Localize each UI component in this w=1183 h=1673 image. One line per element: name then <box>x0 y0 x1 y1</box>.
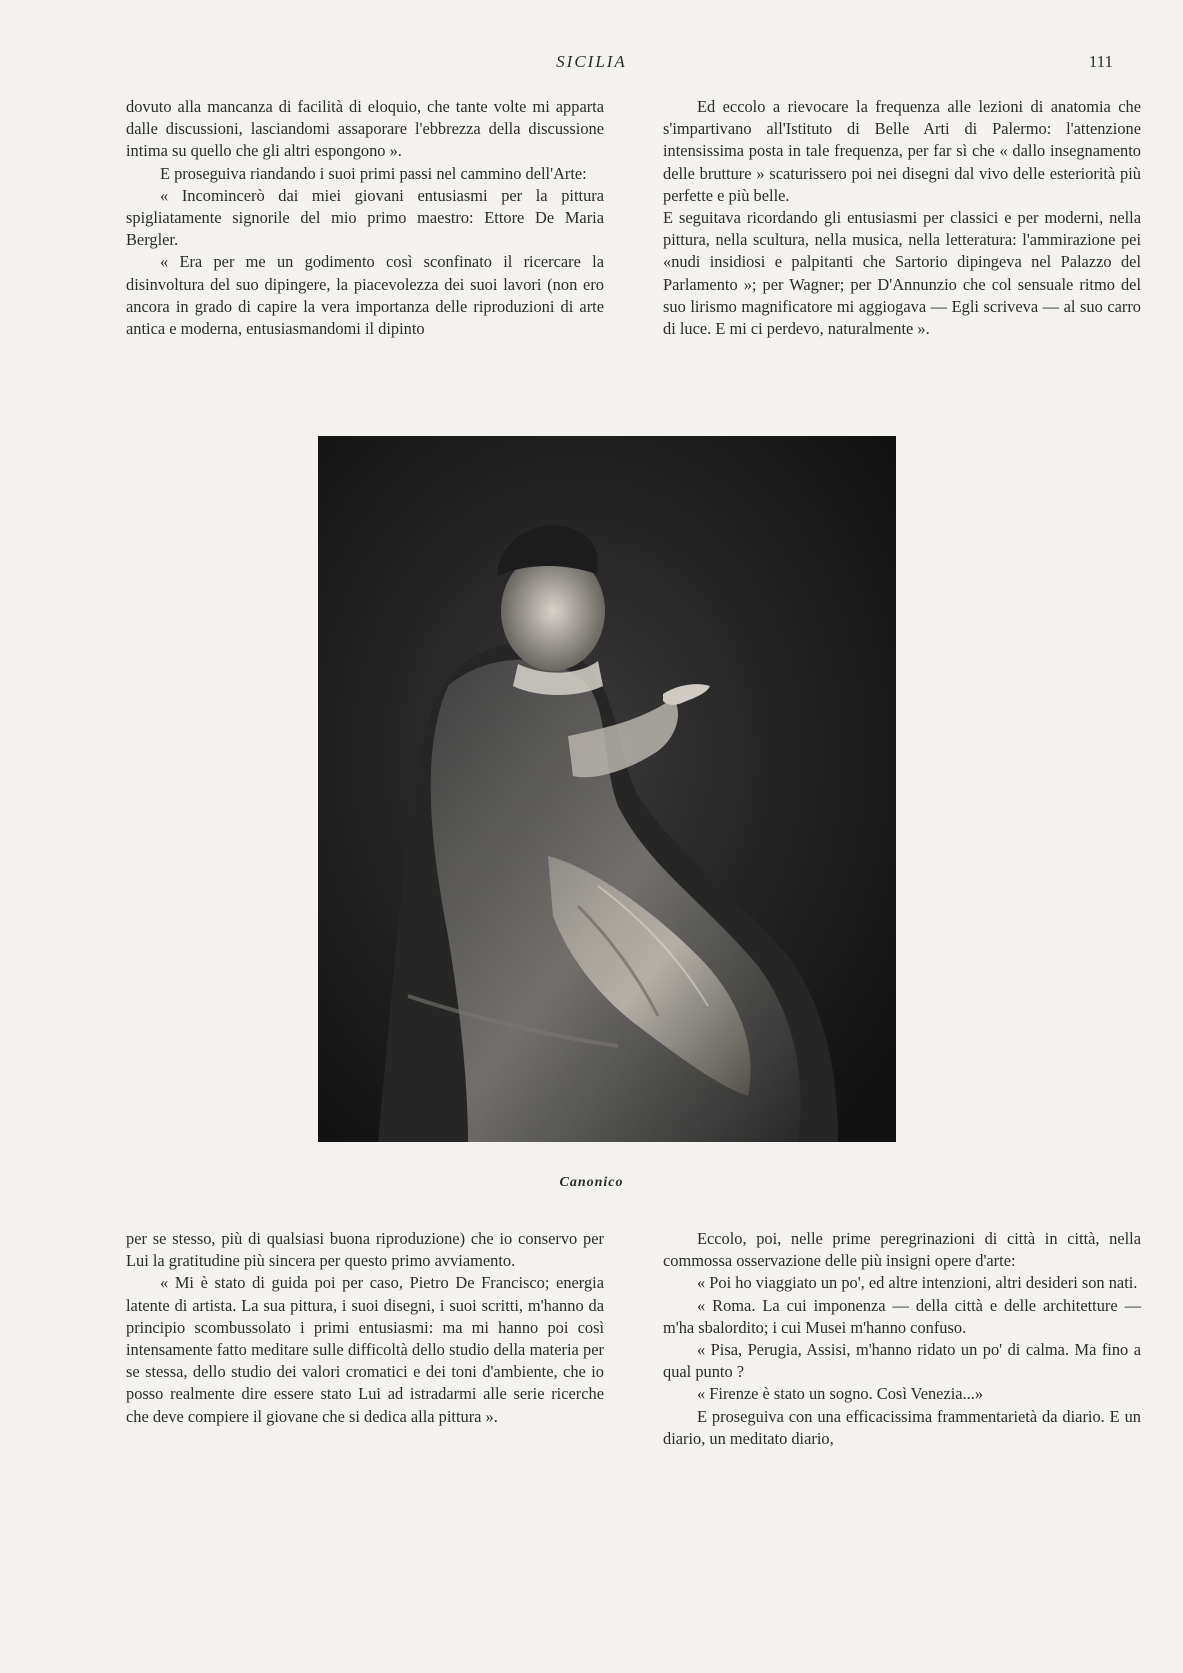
column-top-right <box>663 96 1141 340</box>
paragraph: « Firenze è stato un sogno. Così Venezia...» <box>697 1384 984 1404</box>
figure-caption: Canonico <box>559 1175 624 1190</box>
paragraph: E proseguiva con una efficacissima frammentarietà da diario. E un diario, un meditato diario, <box>663 1406 1141 1448</box>
paragraph: « Incomincerò dai miei giovani entusiasmi per la pittura spigliatamente signorile del mio primo maestro: Ettore De Maria Bergler. <box>126 185 604 250</box>
paragraph: Eccolo, poi, nelle prime peregrinazioni di città in città, nella commossa osservazione delle più insigni opere d'arte: <box>663 1229 1141 1271</box>
running-head <box>0 52 1183 76</box>
page-number: 111 <box>1088 52 1113 71</box>
paragraph: « Pisa, Perugia, Assisi, m'hanno ridato un po' di calma. Ma fino a qual punto ? <box>663 1340 1141 1382</box>
painting-photo <box>318 436 896 1142</box>
paragraph: Ed eccolo a rievocare la frequenza alle lezioni di anatomia che s'impartivano all'Istituto di Belle Arti di Palermo: l'attenzione intensissima posta in tale frequenza, per far sì che « dallo insegnamento delle brutture » scaturissero poi nei disegni dal vivo delle esteriorità più perfette e più belle. <box>663 97 1141 205</box>
canon-portrait-image <box>318 436 896 1142</box>
column-top-left <box>126 96 604 340</box>
paragraph: E proseguiva riandando i suoi primi passi nel cammino dell'Arte: <box>160 163 587 183</box>
paragraph: « Roma. La cui imponenza — della città e delle architetture — m'ha sbalordito; i cui Musei m'hanno confuso. <box>663 1295 1141 1337</box>
paragraph: E seguitava ricordando gli entusiasmi per classici e per moderni, nella pittura, nella scultura, nella musica, nella letteratura: l'ammirazione pei «nudi insidiosi e palpitanti che Sartorio dipingeva nel Palazzo del Parlamento »; per Wagner; per D'Annunzio che col sensuale ritmo del suo lirismo magnificatore mi aggiogava — Egli scriveva — al suo carro di luce. E mi ci perdevo, naturalmente ». <box>663 208 1141 339</box>
paragraph: dovuto alla mancanza di facilità di eloquio, che tante volte mi apparta dalle discussioni, lasciandomi assaporare l'ebbrezza della discussione intima su quello che gli altri espongono ». <box>126 97 604 161</box>
column-bottom-right <box>663 1228 1141 1450</box>
column-bottom-left <box>126 1228 604 1428</box>
running-title: SICILIA <box>556 52 627 71</box>
paragraph: « Era per me un godimento così sconfinato il ricercare la disinvoltura del suo dipingere, la piacevolezza dei suoi lavori (non ero ancora in grado di capire la vera importanza delle riproduzioni di arte antica e moderna, entusiasmandomi il dipinto <box>126 252 604 339</box>
paragraph: « Poi ho viaggiato un po', ed altre intenzioni, altri desideri son nati. <box>697 1273 1138 1293</box>
paragraph: « Mi è stato di guida poi per caso, Pietro De Francisco; energia latente di artista. La sua pittura, i suoi disegni, i suoi scritti, m'hanno da principio scombussolato i primi entusiasmi: ma mi hanno poi così intensamente fatto meditare sulle difficoltà dello studio della materia per se stessa, dello studio dei valori cromatici e dei toni d'ambiente, che io posso realmente dire essere stato Lui ad istradarmi alle serie ricerche che deve compiere il giovane che si dedica alla pittura ». <box>126 1273 604 1426</box>
paragraph: per se stesso, più di qualsiasi buona riproduzione) che io conservo per Lui la gratitudine più sincera per questo primo avviamento. <box>126 1229 604 1271</box>
